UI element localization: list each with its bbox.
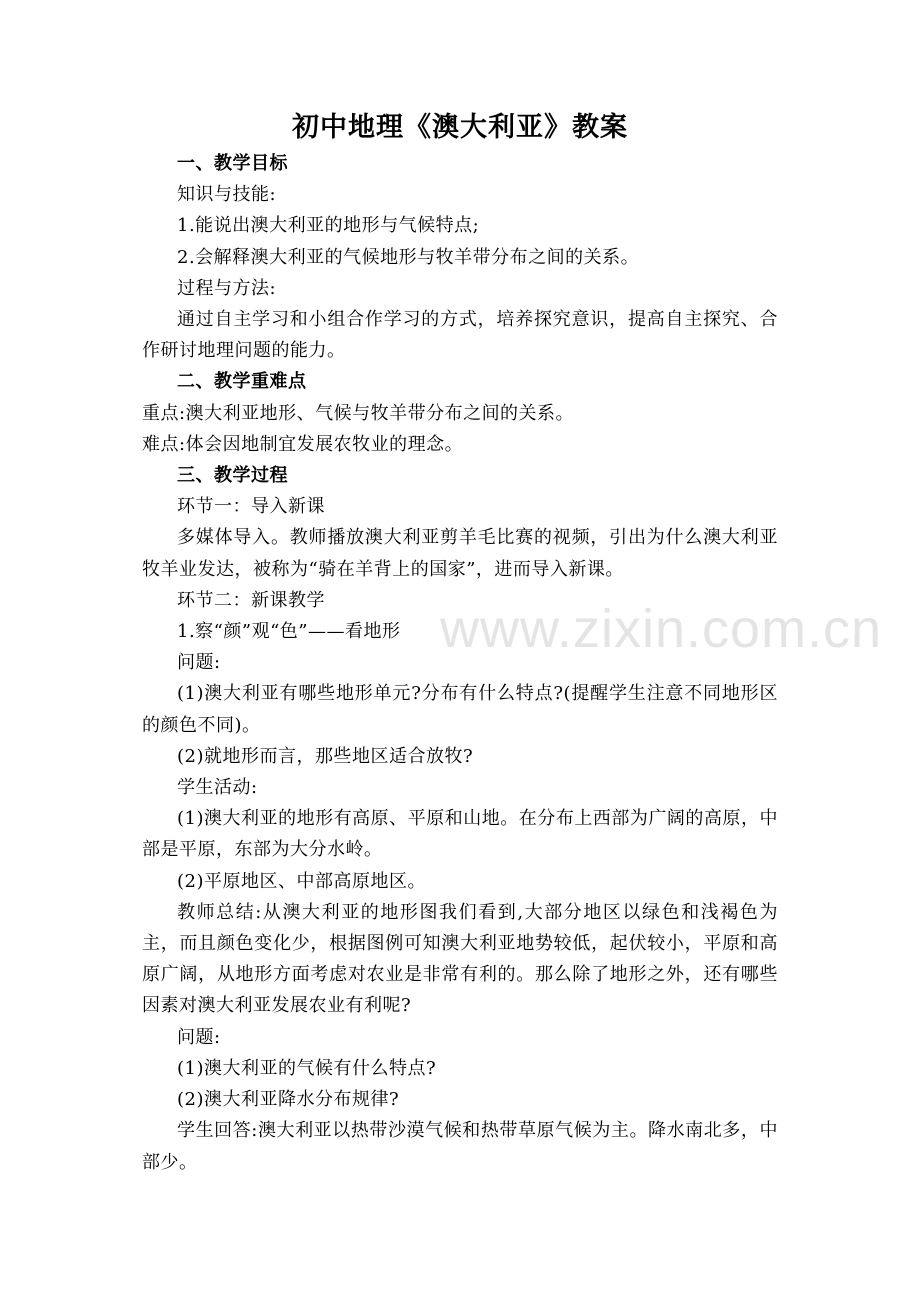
paragraph: 2.会解释澳大利亚的气候地形与牧羊带分布之间的关系。 — [177, 246, 640, 268]
paragraph: 重点:澳大利亚地形、气候与牧羊带分布之间的关系。 — [142, 402, 575, 424]
document-title: 初中地理《澳大利亚》教案 — [292, 112, 628, 143]
paragraph: 1.察“颜”观“色”——看地形 — [177, 621, 401, 643]
paragraph: 学生活动: — [177, 777, 258, 799]
paragraph: 通过自主学习和小组合作学习的方式，培养探究意识，提高自主探究、合作研讨地理问题的能力。 — [142, 309, 778, 362]
paragraph: (1)澳大利亚的地形有高原、平原和山地。在分布上西部为广阔的高原，中部是平原，东部为大分水岭。 — [142, 808, 778, 861]
paragraph: 问题: — [177, 652, 221, 674]
paragraph: (2)澳大利亚降水分布规律? — [177, 1089, 400, 1111]
paragraph: 多媒体导入。教师播放澳大利亚剪羊毛比赛的视频，引出为什么澳大利亚牧羊业发达，被称为“骑在羊背上的国家”，进而导入新课。 — [142, 527, 778, 580]
watermark: www.zixin.com.cn — [440, 599, 883, 659]
section-heading: 三、教学过程 — [177, 465, 288, 487]
paragraph: 知识与技能: — [177, 184, 277, 206]
paragraph: 学生回答:澳大利亚以热带沙漠气候和热带草原气候为主。降水南北多，中部少。 — [142, 1120, 778, 1173]
paragraph: (1)澳大利亚的气候有什么特点? — [177, 1057, 437, 1079]
paragraph: 环节一：导入新课 — [177, 496, 325, 518]
document-body — [142, 148, 778, 1178]
section-heading: 二、教学重难点 — [177, 371, 307, 393]
paragraph: (2)就地形而言，那些地区适合放牧? — [177, 745, 474, 767]
paragraph: (2)平原地区、中部高原地区。 — [177, 870, 426, 892]
section-heading: 一、教学目标 — [177, 153, 288, 174]
paragraph: 问题: — [177, 1026, 221, 1048]
paragraph: 难点:体会因地制宜发展农牧业的理念。 — [142, 433, 464, 455]
paragraph: 1.能说出澳大利亚的地形与气候特点; — [177, 215, 480, 237]
paragraph: (1)澳大利亚有哪些地形单元?分布有什么特点?(提醒学生注意不同地形区的颜色不同)。 — [142, 683, 778, 736]
document-page — [142, 108, 778, 1178]
paragraph: 教师总结:从澳大利亚的地形图我们看到,大部分地区以绿色和浅褐色为主，而且颜色变化少，根据图例可知澳大利亚地势较低，起伏较小，平原和高原广阔，从地形方面考虑对农业是非常有利的。那么除了地形之外，还有哪些因素对澳大利亚发展农业有利呢? — [142, 901, 778, 1017]
paragraph: 环节二：新课教学 — [177, 589, 325, 611]
paragraph: 过程与方法: — [177, 277, 277, 299]
